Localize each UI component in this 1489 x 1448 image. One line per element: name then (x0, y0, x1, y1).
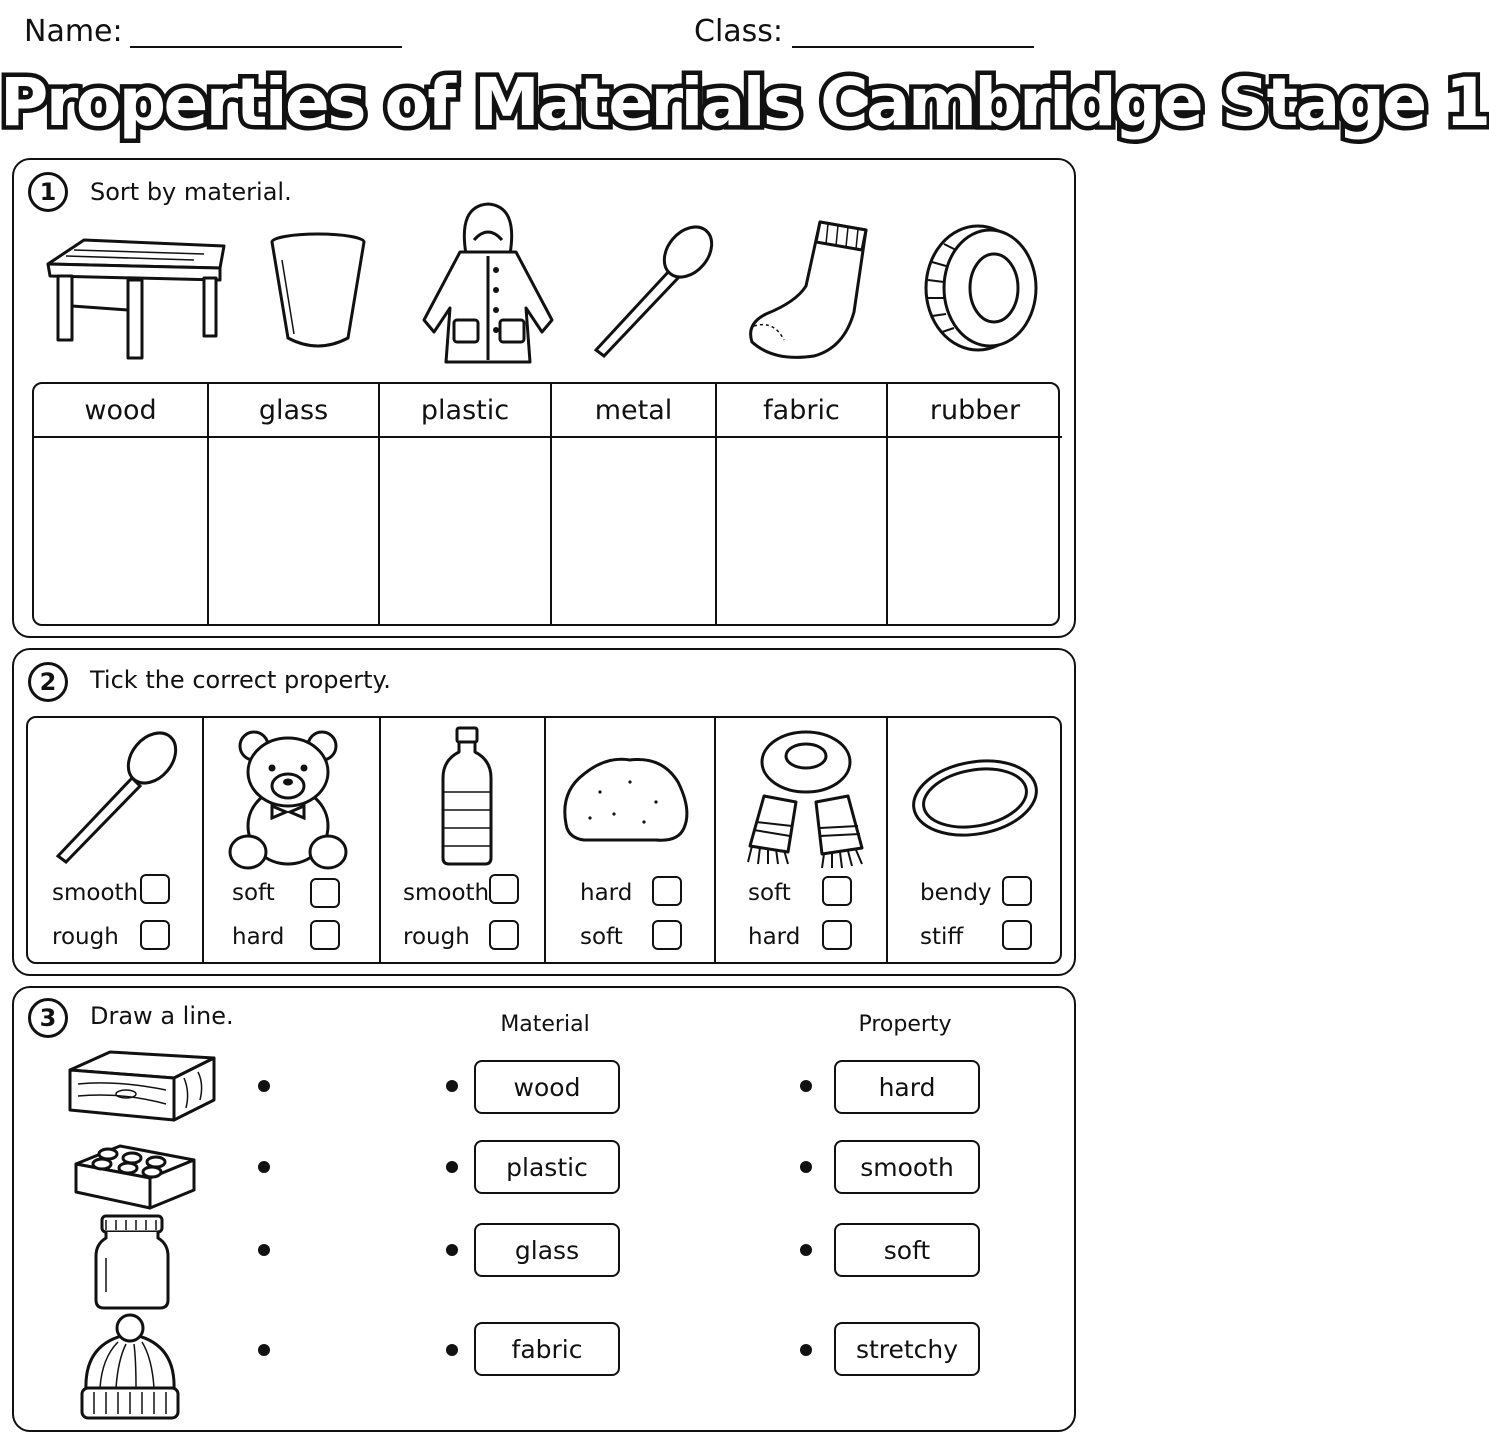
tick-box-soft[interactable] (310, 878, 340, 908)
material-box-fabric[interactable]: fabric (474, 1322, 620, 1376)
plastic-bottle-icon (439, 726, 495, 868)
sort-column-header: metal (552, 384, 715, 438)
material-dot[interactable] (446, 1244, 458, 1256)
tick-item (204, 718, 381, 962)
sort-column-plastic[interactable] (380, 384, 552, 624)
sort-column-header: plastic (380, 384, 550, 438)
option-label: hard (580, 880, 633, 906)
teddy-bear-icon (228, 728, 356, 870)
sort-column-fabric[interactable] (717, 384, 888, 624)
sort-table (32, 382, 1060, 626)
tick-box-hard[interactable] (822, 920, 852, 950)
section-1-number: 1 (28, 172, 68, 212)
property-dot[interactable] (800, 1244, 812, 1256)
spoon-icon (52, 728, 182, 864)
tick-item (888, 718, 1064, 962)
picture-dot[interactable] (258, 1080, 270, 1092)
picture-dot[interactable] (258, 1161, 270, 1173)
tick-box-hard[interactable] (652, 876, 682, 906)
material-dot[interactable] (446, 1344, 458, 1356)
material-dot[interactable] (446, 1161, 458, 1173)
sort-column-header: fabric (717, 384, 886, 438)
section-2-instruction: Tick the correct property. (90, 666, 391, 694)
option-label: rough (403, 924, 470, 950)
sort-column-metal[interactable] (552, 384, 717, 624)
section-3-number: 3 (28, 998, 68, 1038)
tick-box-rough[interactable] (140, 920, 170, 950)
scarf-icon (744, 726, 868, 868)
property-box-hard[interactable]: hard (834, 1060, 980, 1114)
sort-column-header: wood (34, 384, 207, 438)
tick-item (28, 718, 204, 962)
property-dot[interactable] (800, 1080, 812, 1092)
option-label: smooth (52, 880, 139, 906)
toy-brick-icon (72, 1130, 198, 1212)
section-1-instruction: Sort by material. (90, 178, 292, 206)
option-label: rough (52, 924, 119, 950)
spoon-icon (588, 222, 716, 358)
section-2-number: 2 (28, 662, 68, 702)
table-icon (44, 236, 228, 362)
knitted-hat-icon (78, 1312, 182, 1422)
class-field[interactable] (792, 46, 1034, 48)
material-dot[interactable] (446, 1080, 458, 1092)
sort-column-wood[interactable] (34, 384, 209, 624)
material-box-glass[interactable]: glass (474, 1223, 620, 1277)
sock-icon (744, 216, 870, 362)
tick-item (546, 718, 716, 962)
property-box-smooth[interactable]: smooth (834, 1140, 980, 1194)
option-label: smooth (403, 880, 490, 906)
tick-box-soft[interactable] (822, 876, 852, 906)
material-box-wood[interactable]: wood (474, 1060, 620, 1114)
option-label: stiff (920, 924, 964, 950)
tick-box-bendy[interactable] (1002, 876, 1032, 906)
name-label: Name: (24, 14, 123, 49)
option-label: hard (232, 924, 285, 950)
option-label: soft (232, 880, 275, 906)
option-label: hard (748, 924, 801, 950)
property-dot[interactable] (800, 1344, 812, 1356)
tick-box-hard[interactable] (310, 920, 340, 950)
picture-dot[interactable] (258, 1344, 270, 1356)
rubber-band-icon (910, 758, 1040, 844)
page-title: Properties of Materials Cambridge Stage 1 (0, 64, 1489, 141)
tyre-icon (922, 222, 1042, 356)
property-column-heading: Property (858, 1012, 952, 1037)
section-3-instruction: Draw a line. (90, 1002, 234, 1030)
property-box-stretchy[interactable]: stretchy (834, 1322, 980, 1376)
tick-box-soft[interactable] (652, 920, 682, 950)
class-label: Class: (694, 14, 784, 49)
raincoat-icon (416, 200, 560, 366)
sort-column-header: glass (209, 384, 378, 438)
tick-box-rough[interactable] (489, 920, 519, 950)
option-label: soft (748, 880, 791, 906)
sort-column-header: rubber (888, 384, 1062, 438)
name-field[interactable] (130, 46, 402, 48)
tick-item (716, 718, 888, 962)
property-box-soft[interactable]: soft (834, 1223, 980, 1277)
option-label: soft (580, 924, 623, 950)
sort-column-rubber[interactable] (888, 384, 1062, 624)
sort-column-glass[interactable] (209, 384, 380, 624)
glass-cup-icon (268, 230, 368, 354)
glass-jar-icon (92, 1212, 172, 1312)
tick-grid (26, 716, 1062, 964)
tick-box-smooth[interactable] (140, 874, 170, 904)
option-label: bendy (920, 880, 992, 906)
rock-icon (560, 752, 692, 844)
tick-item (381, 718, 546, 962)
picture-dot[interactable] (258, 1244, 270, 1256)
tick-box-stiff[interactable] (1002, 920, 1032, 950)
tick-box-smooth[interactable] (489, 874, 519, 904)
property-dot[interactable] (800, 1161, 812, 1173)
wood-block-icon (66, 1048, 218, 1124)
material-column-heading: Material (500, 1012, 590, 1037)
material-box-plastic[interactable]: plastic (474, 1140, 620, 1194)
